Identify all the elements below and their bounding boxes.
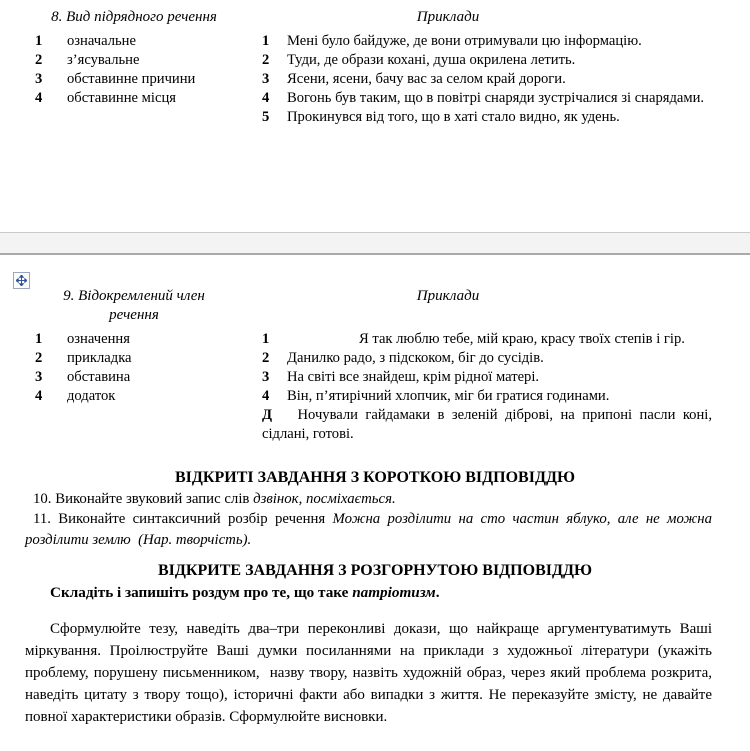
extended-answer-heading: ВІДКРИТЕ ЗАВДАННЯ З РОЗГОРНУТОЮ ВІДПОВІДДЮ: [158, 562, 592, 579]
example-text: Ясени, ясени, бачу вас за селом край дороги.: [287, 71, 566, 87]
example-number: 3: [262, 71, 270, 87]
option-label: обставинне місця: [67, 90, 176, 106]
task-11: [25, 509, 712, 550]
example-row: [262, 349, 712, 368]
option-row: [25, 51, 243, 70]
q9-title-line1: 9. Відокремлений член: [63, 288, 205, 304]
option-number: 3: [35, 71, 43, 87]
example-text: Ночували гайдамаки в зеленій діброві, на припоні пасли коні, сідлані, готові.: [262, 407, 712, 442]
example-row: [262, 387, 712, 406]
example-number: 2: [262, 350, 270, 366]
q8-options-column: [25, 8, 243, 108]
example-text: Прокинувся від того, що в хаті стало видно, як удень.: [287, 109, 620, 125]
instructions-paragraph: Сформулюйте тезу, наведіть два–три переконливі докази, що найкраще аргументуватимуть Ваші міркування. Проілюструйте Ваші думки посиланнями на приклади з художньої літератури (укажіть проблему, порушену письменником, назву твору, назвіть художній образ, через який проблема розкрита, наведіть цитату з твору тощо), історичні факти або випадки з життя. Не переказуйте змісту, не давайте повної характеристики образів. Сформулюйте висновки.: [25, 621, 712, 725]
option-row: [25, 70, 243, 89]
option-number: 4: [35, 90, 43, 106]
option-label: обставина: [67, 369, 131, 385]
example-text: Він, п’ятирічний хлопчик, міг би гратися годинами.: [287, 388, 610, 404]
task-suffix: .: [435, 584, 440, 601]
q9-examples-list: [262, 330, 712, 444]
q8-options-list: [25, 32, 243, 108]
q9-title-line2: речення: [109, 307, 159, 323]
example-row: [262, 89, 712, 108]
q9-examples-title: Приклади: [416, 288, 480, 304]
task-10: [25, 489, 715, 509]
option-row: [25, 368, 243, 387]
option-row: [25, 349, 243, 368]
option-row: [25, 330, 243, 349]
example-number: 2: [262, 52, 270, 68]
task-keyword: патріотизм: [352, 584, 436, 601]
q8-title: 8. Вид підрядного речення: [51, 9, 217, 25]
task-prefix: Складіть і запишіть роздум про те, що таке: [50, 584, 353, 601]
example-row: [262, 406, 712, 444]
option-label: означальне: [67, 33, 136, 49]
option-row: [25, 89, 243, 108]
example-text: Данилко радо, з підскоком, біг до сусідів.: [287, 350, 544, 366]
example-row: [262, 70, 712, 89]
option-number: 1: [35, 331, 43, 347]
option-number: 4: [35, 388, 43, 404]
example-row: [262, 51, 712, 70]
option-row: [25, 32, 243, 51]
option-label: додаток: [67, 388, 116, 404]
q9-title: [25, 287, 243, 325]
example-row: [262, 32, 712, 51]
option-number: 2: [35, 350, 43, 366]
example-number: 4: [262, 388, 270, 404]
task-10-italic-words: дзвінок, посміхається.: [253, 491, 396, 507]
q8-examples-title: Приклади: [416, 9, 480, 25]
option-number: 2: [35, 52, 43, 68]
task-10-text: 10. Виконайте звуковий запис слів: [33, 491, 254, 507]
example-row: [262, 108, 712, 127]
option-label: з’ясувальне: [67, 52, 140, 68]
short-answer-heading: ВІДКРИТІ ЗАВДАННЯ З КОРОТКОЮ ВІДПОВІДДЮ: [175, 469, 575, 486]
option-row: [25, 387, 243, 406]
example-row: [262, 368, 712, 387]
example-text: Я так люблю тебе, мій краю, красу твоїх степів і гір.: [359, 331, 685, 347]
option-label: прикладка: [67, 350, 132, 366]
option-label: обставинне причини: [67, 71, 196, 87]
example-text: Мені було байдуже, де вони отримували цю інформацію.: [287, 33, 642, 49]
option-number: 1: [35, 33, 43, 49]
example-number: 3: [262, 369, 270, 385]
q9-examples-column: [262, 287, 712, 444]
q8-examples-column: [262, 8, 712, 127]
option-label: означення: [67, 331, 130, 347]
example-number: Д: [262, 407, 273, 423]
example-number: 1: [262, 331, 270, 347]
q9-options-list: [25, 330, 243, 406]
example-number: 1: [262, 33, 270, 49]
example-number: 5: [262, 109, 270, 125]
option-number: 3: [35, 369, 43, 385]
task-11-text: 11. Виконайте синтаксичний розбір речення: [33, 511, 333, 527]
example-row: [262, 330, 712, 349]
example-text: На світі все знайдеш, крім рідної матері.: [287, 369, 540, 385]
example-number: 4: [262, 90, 270, 106]
q8-examples-list: [262, 32, 712, 127]
q9-options-column: [25, 287, 243, 406]
example-text: Туди, де образи кохані, душа окрилена летить.: [287, 52, 576, 68]
task-11-italic-sentence: Можна розділити на сто частин яблуко, але не можна розділити землю (Нар. творчість).: [25, 511, 713, 548]
example-text: Вогонь був таким, що в повітрі снаряди зустрічалися зі снарядами.: [287, 90, 705, 106]
extended-answer-task: [50, 583, 439, 603]
move-cross-icon: [16, 275, 27, 286]
page-break-divider: [0, 232, 750, 255]
